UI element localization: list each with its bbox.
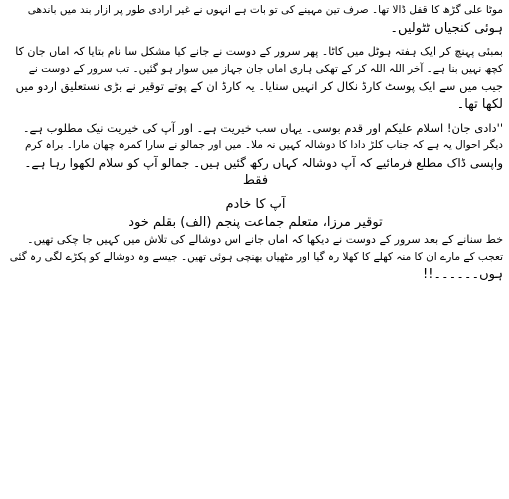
text-line: خط سنانے کے بعد سرور کے دوست نے دیکھا کہ اماں جانے اس دوشالے کی تلاش میں کہیں جا چکی تھیں۔ — [27, 233, 503, 247]
text-line: ہوں۔۔۔۔۔۔!! — [422, 267, 503, 283]
text-line: ''دادی جان! اسلام علیکم اور قدم بوسی۔ یہاں سب خیریت ہے۔ اور آپ کی خیریت نیک مطلوب ہے۔ — [22, 120, 503, 135]
paragraph-2 — [8, 43, 503, 113]
paragraph-1 — [8, 2, 503, 37]
text-line: بمبئی پہنچ کر ایک ہفتہ ہوٹل میں کاٹا۔ پھر سرور کے دوست نے جانے کیا مشکل سا نام بتایا کہ اماں جان کا — [15, 45, 503, 59]
letter-closing: فقط — [242, 173, 269, 189]
text-line: تعجب کے مارے ان کا منہ کھلے کا کھلا رہ گیا اور مٹھیاں بھنچی ہوئی تھیں۔ جیسے وہ دوشالے کو پکڑے لگی رہ گئی — [9, 250, 503, 263]
text-line: ہوئی کنجیاں ٹٹولیں۔ — [390, 20, 503, 36]
paragraph-3 — [8, 231, 503, 284]
text-line: موٹا علی گڑھ کا قفل ڈالا تھا۔ صرف تین مہینے کی تو بات ہے انہوں نے غیر ارادی طور پر ازار بند میں باندھی — [27, 4, 503, 16]
text-line: جیب میں سے ایک پوسٹ کارڈ نکال کر انہیں سنایا۔ یہ کارڈ ان کے پوتے توقیر نے بڑی نستعلیق اردو میں — [15, 79, 503, 94]
text-line: کچھ نہیں بنا ہے۔ آخر اللہ اللہ کر کے تھکی ہاری اماں جان جہاز میں سوار ہو گئیں۔ تب سرور کے دوست نے — [28, 62, 503, 75]
signature-line: آپ کا خادم — [225, 196, 286, 212]
text-line: واپسی ڈاک مطلع فرمائیے کہ آپ دوشالہ کہاں رکھ گئیں ہیں۔ جمالو آپ کو سلام لکھوا رہا ہے۔ — [24, 155, 503, 170]
letter-signature — [8, 196, 503, 231]
signature-line: توقیر مرزا، متعلم جماعت پنجم (الف) بقلم خود — [128, 214, 383, 230]
text-line: دیگر احوال یہ ہے کہ جناب کلڑ دادا کا دوشالہ کہیں نہ ملا۔ میں اور جمالو نے سارا کمرہ چھان مارا۔ براہ کرم — [24, 139, 503, 152]
text-line: لکھا تھا۔ — [456, 96, 503, 112]
letter-body — [8, 120, 503, 173]
